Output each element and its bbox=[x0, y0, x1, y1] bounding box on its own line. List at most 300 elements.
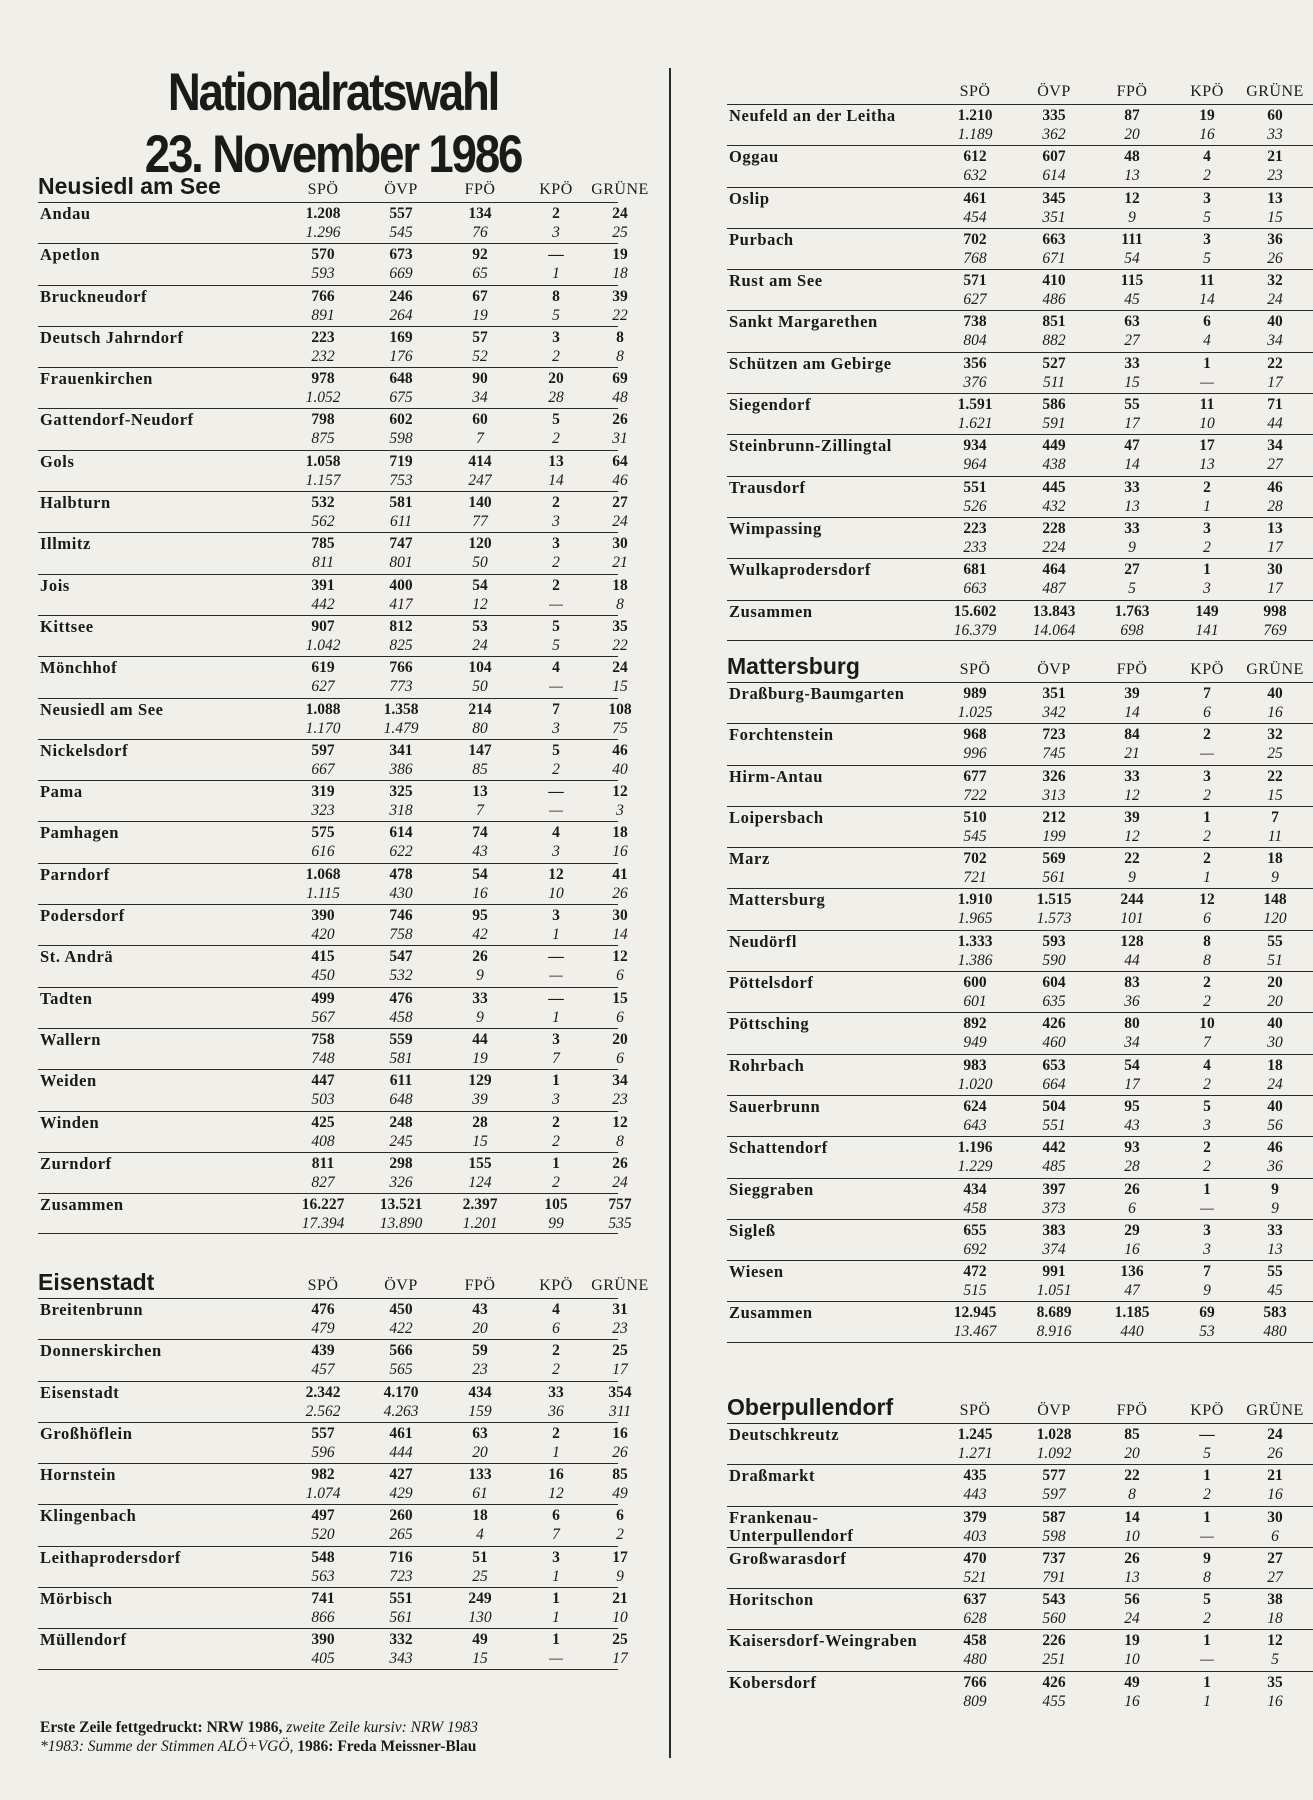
municipality-name: Rohrbach bbox=[729, 1055, 805, 1075]
municipality-name: Klingenbach bbox=[40, 1506, 137, 1526]
value-1986-oevp: 341 bbox=[389, 741, 413, 759]
value-1986-fpoe: 33 bbox=[1124, 767, 1140, 785]
municipality-name: Sankt Margarethen bbox=[729, 312, 878, 332]
value-1986-spoe: 390 bbox=[311, 907, 335, 925]
value-1986-kpoe: 3 bbox=[552, 907, 560, 925]
section-name: Oberpullendorf bbox=[727, 1394, 894, 1420]
value-1986-oevp: 747 bbox=[389, 535, 413, 553]
column-header-kpoe: KPÖ bbox=[539, 181, 573, 198]
value-1983-spoe: 16.379 bbox=[953, 621, 997, 639]
value-1983-spoe: 827 bbox=[311, 1173, 335, 1191]
value-1983-spoe: 1.621 bbox=[957, 415, 993, 433]
value-1986-gruene: 30 bbox=[612, 535, 628, 553]
value-1983-fpoe: 9 bbox=[1128, 869, 1136, 887]
value-1986-gruene: 55 bbox=[1267, 1263, 1283, 1281]
value-1983-fpoe: 65 bbox=[472, 265, 488, 283]
value-1986-kpoe: 1 bbox=[1203, 1632, 1211, 1650]
value-1986-oevp: 602 bbox=[389, 411, 413, 429]
footnote bbox=[40, 1718, 640, 1756]
value-1983-oevp: 373 bbox=[1042, 1199, 1066, 1217]
value-1983-kpoe: 3 bbox=[552, 719, 560, 737]
value-1983-fpoe: 20 bbox=[1124, 1445, 1140, 1462]
value-1986-gruene: 40 bbox=[1267, 1097, 1283, 1115]
value-1986-oevp: 169 bbox=[389, 328, 413, 346]
totals-row bbox=[38, 1193, 632, 1234]
value-1986-gruene: 60 bbox=[1267, 107, 1283, 124]
value-1983-gruene: 26 bbox=[612, 884, 628, 902]
value-1986-fpoe: 90 bbox=[472, 370, 488, 388]
value-1986-spoe: 1.910 bbox=[957, 891, 993, 909]
value-1986-kpoe: 3 bbox=[552, 535, 560, 553]
value-1986-oevp: 426 bbox=[1042, 1015, 1066, 1033]
value-1986-spoe: 978 bbox=[311, 370, 335, 388]
value-1983-kpoe: 1 bbox=[552, 1609, 560, 1627]
value-1983-spoe: 601 bbox=[963, 993, 987, 1011]
municipality-name: Nickelsdorf bbox=[40, 740, 129, 760]
value-1983-oevp: 251 bbox=[1042, 1651, 1066, 1669]
value-1986-oevp: 450 bbox=[389, 1301, 413, 1318]
table-row bbox=[727, 393, 1313, 434]
value-1983-gruene: 26 bbox=[1267, 1445, 1283, 1462]
totals-label: Zusammen bbox=[729, 601, 813, 621]
value-1986-spoe: 497 bbox=[311, 1507, 335, 1525]
value-1983-oevp: 753 bbox=[389, 471, 413, 489]
value-1983-fpoe: 77 bbox=[472, 513, 488, 531]
value-1983-spoe: 721 bbox=[963, 869, 987, 887]
value-1983-spoe: 1.170 bbox=[305, 719, 341, 737]
column-header-oevp: ÖVP bbox=[1037, 1402, 1071, 1419]
value-1986-oevp: 587 bbox=[1042, 1508, 1066, 1526]
value-1983-kpoe: 12 bbox=[548, 1485, 564, 1503]
value-1986-kpoe: 7 bbox=[1203, 685, 1211, 702]
value-1986-gruene: 40 bbox=[1267, 685, 1283, 702]
value-1986-oevp: 723 bbox=[1042, 726, 1066, 744]
value-1986-kpoe: 12 bbox=[548, 865, 564, 883]
value-1983-kpoe: 2 bbox=[552, 1173, 560, 1191]
value-1983-kpoe: 2 bbox=[1203, 1610, 1211, 1628]
value-1986-spoe: 907 bbox=[311, 617, 335, 635]
value-1986-spoe: 758 bbox=[311, 1030, 335, 1048]
value-1983-gruene: 21 bbox=[612, 554, 628, 572]
value-1983-fpoe: 61 bbox=[472, 1485, 488, 1503]
value-1986-oevp: 527 bbox=[1042, 354, 1066, 372]
value-1986-gruene: 39 bbox=[612, 287, 628, 305]
value-1986-spoe: 476 bbox=[311, 1301, 335, 1318]
column-header-spoe: SPÖ bbox=[959, 83, 991, 100]
value-1983-spoe: 526 bbox=[963, 497, 987, 515]
value-1986-spoe: 624 bbox=[963, 1097, 987, 1115]
municipality-name: Tadten bbox=[40, 988, 93, 1008]
table-row bbox=[38, 987, 628, 1028]
municipality-name: Wiesen bbox=[729, 1262, 784, 1282]
table-row bbox=[727, 1588, 1313, 1629]
value-1986-oevp: 719 bbox=[389, 452, 413, 470]
table-row bbox=[38, 1381, 632, 1422]
value-1986-spoe: 434 bbox=[963, 1180, 987, 1198]
value-1986-gruene: 85 bbox=[612, 1466, 628, 1484]
value-1986-fpoe: 93 bbox=[1124, 1139, 1140, 1157]
value-1986-gruene: 69 bbox=[612, 370, 628, 388]
value-1986-kpoe: 4 bbox=[1203, 1056, 1211, 1074]
value-1986-spoe: 379 bbox=[963, 1508, 987, 1526]
table-row bbox=[38, 367, 628, 408]
value-1986-oevp: 593 bbox=[1042, 932, 1066, 950]
table-row bbox=[727, 1012, 1313, 1053]
value-1983-oevp: 669 bbox=[389, 265, 413, 283]
value-1983-spoe: 450 bbox=[311, 967, 335, 985]
value-1983-gruene: 48 bbox=[612, 389, 628, 407]
value-1986-kpoe: 8 bbox=[552, 287, 560, 305]
value-1986-kpoe: 1 bbox=[1203, 354, 1211, 372]
value-1986-gruene: 17 bbox=[612, 1548, 628, 1566]
table-row bbox=[38, 1587, 628, 1628]
table-row bbox=[38, 739, 628, 780]
municipality-name: Großwarasdorf bbox=[729, 1548, 847, 1568]
value-1986-kpoe: 4 bbox=[552, 659, 560, 677]
value-1983-oevp: 581 bbox=[389, 1049, 413, 1067]
value-1983-oevp: 723 bbox=[389, 1567, 413, 1585]
value-1986-gruene: 22 bbox=[1267, 767, 1283, 785]
value-1983-oevp: 551 bbox=[1042, 1116, 1066, 1134]
value-1983-gruene: 31 bbox=[612, 430, 628, 448]
value-1983-oevp: 374 bbox=[1042, 1240, 1066, 1258]
municipality-name: Frankenau- bbox=[729, 1507, 819, 1527]
value-1986-fpoe: 44 bbox=[472, 1030, 488, 1048]
value-1986-kpoe: 2 bbox=[552, 1424, 560, 1442]
value-1983-kpoe: 36 bbox=[548, 1402, 564, 1420]
value-1986-spoe: 570 bbox=[311, 246, 335, 264]
value-1983-gruene: 15 bbox=[1267, 208, 1283, 226]
value-1986-spoe: 571 bbox=[963, 272, 987, 290]
value-1983-fpoe: 17 bbox=[1124, 1075, 1140, 1093]
value-1983-spoe: 521 bbox=[963, 1568, 987, 1586]
value-1986-oevp: 228 bbox=[1042, 519, 1066, 537]
value-1986-oevp: 991 bbox=[1042, 1263, 1066, 1281]
value-1983-kpoe: 1 bbox=[1203, 497, 1211, 515]
value-1986-oevp: 737 bbox=[1042, 1549, 1066, 1567]
table-row bbox=[38, 1028, 628, 1069]
value-1983-kpoe: 3 bbox=[552, 224, 560, 241]
value-1983-kpoe: 53 bbox=[1199, 1323, 1215, 1341]
value-1986-spoe: 510 bbox=[963, 808, 987, 826]
value-1986-oevp: 445 bbox=[1042, 478, 1066, 496]
municipality-name: Donnerskirchen bbox=[40, 1341, 162, 1361]
value-1983-fpoe: 5 bbox=[1128, 580, 1136, 598]
value-1986-gruene: 108 bbox=[608, 700, 632, 718]
table-row bbox=[38, 285, 628, 326]
section-table bbox=[727, 1393, 1313, 1712]
value-1983-kpoe: 2 bbox=[1203, 538, 1211, 556]
value-1986-gruene: 26 bbox=[612, 1154, 628, 1172]
value-1983-fpoe: 130 bbox=[468, 1609, 492, 1627]
value-1983-fpoe: 9 bbox=[1128, 208, 1136, 226]
value-1986-fpoe: 92 bbox=[472, 246, 488, 264]
municipality-name: Jois bbox=[40, 575, 70, 595]
municipality-name: Rust am See bbox=[729, 271, 823, 291]
value-1983-gruene: 535 bbox=[608, 1215, 632, 1233]
value-1986-spoe: 766 bbox=[311, 287, 335, 305]
value-1983-fpoe: 9 bbox=[476, 1008, 484, 1026]
value-1986-fpoe: 63 bbox=[472, 1424, 488, 1442]
value-1986-kpoe: 8 bbox=[1203, 932, 1211, 950]
value-1986-kpoe: 12 bbox=[1199, 891, 1215, 909]
value-1986-fpoe: 155 bbox=[468, 1154, 492, 1172]
value-1983-fpoe: 34 bbox=[1124, 1034, 1140, 1052]
value-1986-fpoe: 26 bbox=[472, 948, 488, 966]
value-1986-oevp: 335 bbox=[1042, 107, 1066, 124]
value-1986-oevp: 504 bbox=[1042, 1097, 1066, 1115]
value-1983-kpoe: 3 bbox=[552, 1091, 560, 1109]
value-1986-gruene: 33 bbox=[1267, 1221, 1283, 1239]
value-1983-kpoe: 8 bbox=[1203, 951, 1211, 969]
value-1986-gruene: 757 bbox=[608, 1196, 632, 1214]
table-row bbox=[38, 532, 628, 573]
value-1983-fpoe: 4 bbox=[476, 1526, 484, 1544]
value-1983-kpoe: 6 bbox=[1203, 704, 1211, 721]
column-header-oevp: ÖVP bbox=[1037, 83, 1071, 100]
value-1986-oevp: 569 bbox=[1042, 850, 1066, 868]
value-1983-oevp: 245 bbox=[389, 1132, 413, 1150]
value-1983-oevp: 224 bbox=[1042, 538, 1066, 556]
totals-label: Zusammen bbox=[729, 1303, 813, 1323]
value-1986-kpoe: 1 bbox=[1203, 561, 1211, 579]
value-1983-oevp: 8.916 bbox=[1036, 1323, 1072, 1341]
value-1986-kpoe: 1 bbox=[552, 1631, 560, 1649]
value-1983-oevp: 265 bbox=[389, 1526, 413, 1544]
value-1986-gruene: 12 bbox=[612, 948, 628, 966]
value-1983-spoe: 1.189 bbox=[957, 126, 993, 143]
value-1986-gruene: 64 bbox=[612, 452, 628, 470]
value-1986-gruene: 34 bbox=[612, 1072, 628, 1090]
value-1983-fpoe: 15 bbox=[1124, 373, 1140, 391]
value-1986-kpoe: 7 bbox=[552, 700, 560, 718]
column-header-spoe: SPÖ bbox=[307, 1277, 339, 1294]
value-1986-fpoe: 59 bbox=[472, 1342, 488, 1360]
municipality-name: Sigleß bbox=[729, 1220, 776, 1240]
value-1986-kpoe: 17 bbox=[1199, 437, 1215, 455]
value-1983-fpoe: 21 bbox=[1124, 745, 1140, 763]
table-row bbox=[727, 806, 1313, 847]
value-1983-fpoe: 24 bbox=[472, 636, 488, 654]
value-1983-kpoe: 2 bbox=[552, 554, 560, 572]
value-1986-oevp: 298 bbox=[389, 1154, 413, 1172]
table-row bbox=[727, 1629, 1313, 1670]
value-1983-kpoe: — bbox=[549, 967, 563, 985]
value-1983-fpoe: 52 bbox=[472, 347, 488, 365]
value-1986-kpoe: 5 bbox=[1203, 1097, 1211, 1115]
value-1986-kpoe: 3 bbox=[1203, 189, 1211, 207]
value-1983-oevp: 591 bbox=[1042, 415, 1066, 433]
table-row bbox=[727, 310, 1313, 351]
value-1983-kpoe: 6 bbox=[1203, 910, 1211, 928]
value-1983-fpoe: 440 bbox=[1120, 1323, 1144, 1341]
table-row bbox=[38, 1628, 628, 1669]
value-1983-gruene: 18 bbox=[1267, 1610, 1283, 1628]
value-1983-kpoe: — bbox=[1200, 1527, 1214, 1545]
value-1983-oevp: 342 bbox=[1042, 704, 1066, 721]
footnote-italic-note: zweite Zeile kursiv: NRW 1983 bbox=[286, 1719, 478, 1736]
municipality-name: Podersdorf bbox=[40, 906, 125, 926]
value-1986-fpoe: 33 bbox=[1124, 354, 1140, 372]
value-1983-fpoe: 16 bbox=[1124, 1240, 1140, 1258]
municipality-name: Winden bbox=[40, 1112, 100, 1132]
value-1983-fpoe: 25 bbox=[472, 1567, 488, 1585]
value-1983-kpoe: 9 bbox=[1203, 1282, 1211, 1300]
value-1983-oevp: 598 bbox=[389, 430, 413, 448]
municipality-name: Parndorf bbox=[40, 864, 110, 884]
value-1986-kpoe: 2 bbox=[552, 1342, 560, 1360]
value-1986-fpoe: 33 bbox=[1124, 478, 1140, 496]
value-1986-fpoe: 60 bbox=[472, 411, 488, 429]
value-1986-fpoe: 115 bbox=[1120, 272, 1144, 290]
value-1986-spoe: 612 bbox=[963, 148, 987, 166]
value-1983-spoe: 667 bbox=[311, 760, 335, 778]
value-1986-kpoe: 1 bbox=[1203, 1467, 1211, 1485]
value-1986-spoe: 983 bbox=[963, 1056, 987, 1074]
value-1986-gruene: 46 bbox=[612, 741, 628, 759]
value-1983-spoe: 627 bbox=[963, 291, 987, 309]
value-1986-fpoe: 53 bbox=[472, 617, 488, 635]
value-1983-kpoe: 5 bbox=[1203, 1445, 1211, 1462]
value-1986-gruene: 32 bbox=[1267, 272, 1283, 290]
value-1983-gruene: 6 bbox=[616, 1008, 624, 1026]
table-row bbox=[38, 1069, 628, 1110]
value-1986-oevp: 326 bbox=[1042, 767, 1066, 785]
value-1986-gruene: 6 bbox=[616, 1507, 624, 1525]
value-1986-oevp: 449 bbox=[1042, 437, 1066, 455]
value-1986-gruene: 20 bbox=[612, 1030, 628, 1048]
value-1986-oevp: 13.843 bbox=[1032, 602, 1076, 620]
value-1986-kpoe: 1 bbox=[1203, 1180, 1211, 1198]
value-1983-fpoe: 44 bbox=[1124, 951, 1140, 969]
value-1986-gruene: 18 bbox=[612, 576, 628, 594]
value-1983-oevp: 313 bbox=[1042, 786, 1066, 804]
value-1983-spoe: 13.467 bbox=[953, 1323, 997, 1341]
value-1986-kpoe: 3 bbox=[1203, 767, 1211, 785]
value-1986-oevp: 543 bbox=[1042, 1591, 1066, 1609]
value-1986-kpoe: 3 bbox=[552, 1548, 560, 1566]
value-1983-kpoe: 1 bbox=[552, 1443, 560, 1461]
municipality-name: Weiden bbox=[40, 1071, 97, 1091]
value-1986-fpoe: 104 bbox=[468, 659, 492, 677]
value-1986-fpoe: 128 bbox=[1120, 932, 1144, 950]
column-header-fpoe: FPÖ bbox=[1116, 1402, 1148, 1419]
value-1986-gruene: 35 bbox=[612, 617, 628, 635]
value-1983-spoe: 1.042 bbox=[305, 636, 341, 654]
value-1986-oevp: 400 bbox=[389, 576, 413, 594]
value-1986-spoe: 798 bbox=[311, 411, 335, 429]
column-header-gruene: GRÜNE bbox=[591, 1277, 649, 1294]
value-1983-kpoe: 5 bbox=[1203, 208, 1211, 226]
value-1986-gruene: 25 bbox=[612, 1342, 628, 1360]
value-1986-kpoe: 5 bbox=[1203, 1591, 1211, 1609]
value-1983-spoe: 1.074 bbox=[305, 1485, 341, 1503]
value-1983-kpoe: 10 bbox=[1199, 415, 1215, 433]
value-1983-kpoe: — bbox=[549, 678, 563, 696]
table-row bbox=[727, 682, 1313, 723]
value-1986-kpoe: 149 bbox=[1195, 602, 1219, 620]
value-1986-oevp: 325 bbox=[389, 783, 413, 801]
value-1983-oevp: 1.573 bbox=[1036, 910, 1072, 928]
value-1983-spoe: 2.562 bbox=[305, 1402, 341, 1420]
value-1986-fpoe: 33 bbox=[1124, 519, 1140, 537]
value-1986-kpoe: — bbox=[548, 948, 564, 966]
municipality-name: Breitenbrunn bbox=[40, 1300, 144, 1319]
municipality-name: Steinbrunn-Zillingtal bbox=[729, 436, 892, 456]
value-1986-fpoe: 55 bbox=[1124, 396, 1140, 414]
value-1983-spoe: 1.020 bbox=[957, 1075, 993, 1093]
value-1983-kpoe: — bbox=[549, 802, 563, 820]
value-1986-kpoe: 2 bbox=[552, 576, 560, 594]
value-1983-spoe: 596 bbox=[311, 1443, 335, 1461]
table-row bbox=[38, 780, 628, 821]
column-header-fpoe: FPÖ bbox=[464, 1277, 496, 1294]
value-1986-oevp: 746 bbox=[389, 907, 413, 925]
value-1986-gruene: 16 bbox=[612, 1424, 628, 1442]
table-row bbox=[727, 187, 1313, 228]
municipality-name: Wallern bbox=[40, 1029, 102, 1049]
value-1986-spoe: 738 bbox=[963, 313, 987, 331]
value-1986-fpoe: 414 bbox=[468, 452, 492, 470]
value-1986-fpoe: 57 bbox=[472, 328, 488, 346]
table-row bbox=[727, 1547, 1313, 1588]
value-1986-kpoe: — bbox=[1199, 1426, 1215, 1443]
municipality-name: Schützen am Gebirge bbox=[729, 353, 892, 373]
value-1986-oevp: 812 bbox=[389, 617, 413, 635]
value-1986-fpoe: 1.763 bbox=[1114, 602, 1150, 620]
value-1986-spoe: 461 bbox=[963, 189, 987, 207]
value-1986-spoe: 1.210 bbox=[957, 107, 993, 124]
value-1983-oevp: 598 bbox=[1042, 1527, 1066, 1545]
value-1983-kpoe: 2 bbox=[1203, 786, 1211, 804]
value-1986-spoe: 1.088 bbox=[305, 700, 341, 718]
value-1983-kpoe: 7 bbox=[1203, 1034, 1211, 1052]
value-1986-oevp: 13.521 bbox=[379, 1196, 423, 1214]
value-1986-spoe: 934 bbox=[963, 437, 987, 455]
value-1986-gruene: 30 bbox=[1267, 1508, 1283, 1526]
value-1986-oevp: 663 bbox=[1042, 230, 1066, 248]
value-1986-gruene: 583 bbox=[1263, 1304, 1287, 1322]
table-row bbox=[727, 434, 1313, 475]
value-1986-fpoe: 19 bbox=[1124, 1632, 1140, 1650]
table-row bbox=[727, 1178, 1313, 1219]
column-header-fpoe: FPÖ bbox=[1116, 83, 1148, 100]
title-line-2: 23. November 1986 bbox=[144, 125, 522, 184]
value-1986-spoe: 548 bbox=[311, 1548, 335, 1566]
value-1983-fpoe: 698 bbox=[1120, 621, 1144, 639]
value-1983-spoe: 1.025 bbox=[957, 704, 993, 721]
municipality-name: Deutschkreutz bbox=[729, 1425, 840, 1444]
value-1986-gruene: 36 bbox=[1267, 230, 1283, 248]
value-1983-spoe: 545 bbox=[963, 827, 987, 845]
value-1986-spoe: 968 bbox=[963, 726, 987, 744]
value-1983-gruene: 24 bbox=[1267, 291, 1283, 309]
value-1986-fpoe: 28 bbox=[472, 1113, 488, 1131]
value-1986-gruene: 12 bbox=[1267, 1632, 1283, 1650]
value-1986-spoe: 16.227 bbox=[301, 1196, 345, 1214]
value-1986-fpoe: 22 bbox=[1124, 850, 1140, 868]
value-1983-spoe: 458 bbox=[963, 1199, 987, 1217]
value-1986-fpoe: 39 bbox=[1124, 685, 1140, 702]
value-1983-gruene: 33 bbox=[1267, 126, 1283, 143]
table-row bbox=[38, 821, 628, 862]
value-1986-gruene: 148 bbox=[1263, 891, 1287, 909]
value-1986-fpoe: 33 bbox=[472, 989, 488, 1007]
value-1986-spoe: 677 bbox=[963, 767, 987, 785]
value-1983-gruene: 45 bbox=[1267, 1282, 1283, 1300]
value-1986-fpoe: 27 bbox=[1124, 561, 1140, 579]
value-1983-fpoe: 8 bbox=[1128, 1486, 1136, 1504]
